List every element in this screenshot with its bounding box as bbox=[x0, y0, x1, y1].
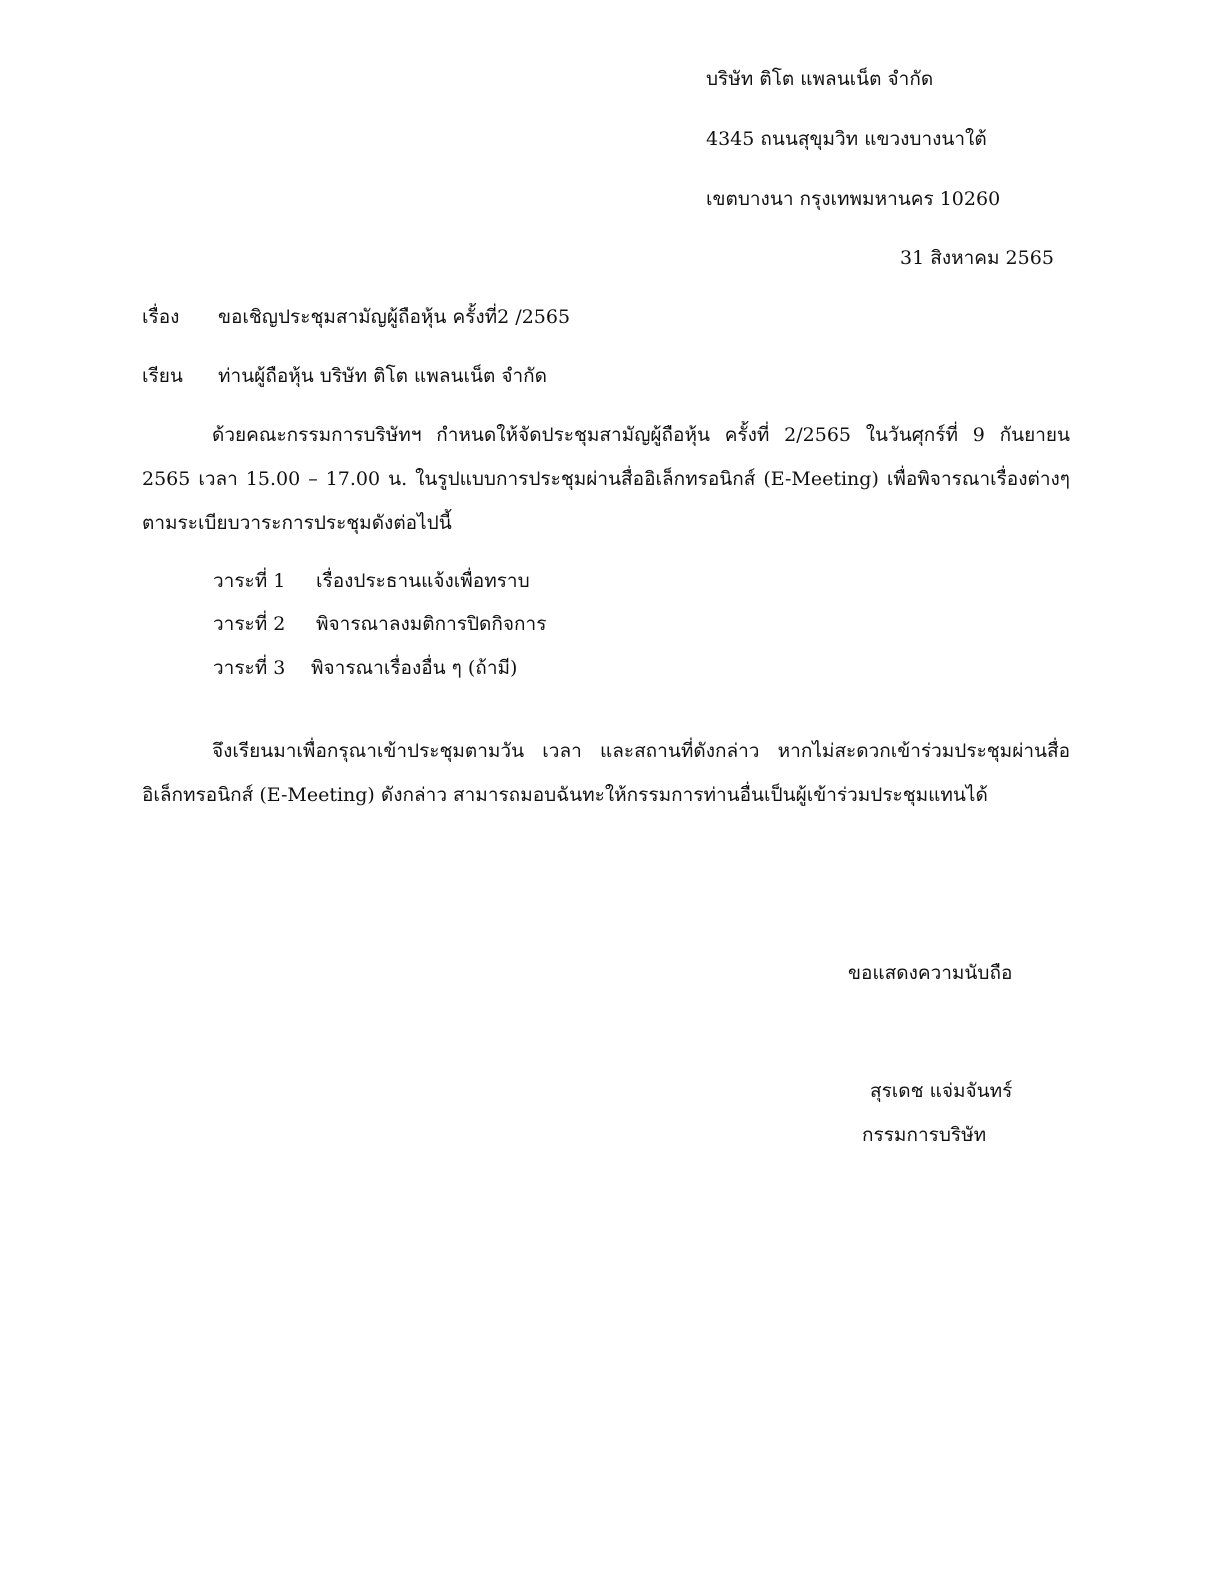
signer-name: สุรเดช แจ่มจันทร์ bbox=[870, 1080, 1013, 1102]
agenda-item-number: วาระที่ 2 bbox=[213, 613, 286, 635]
agenda-item-number: วาระที่ 3 bbox=[213, 657, 286, 679]
closing-salutation: ขอแสดงความนับถือ bbox=[848, 962, 1013, 984]
sender-company: บริษัท ติโต แพลนเน็ต จำกัด bbox=[706, 68, 934, 90]
sender-address-line2: เขตบางนา กรุงเทพมหานคร 10260 bbox=[706, 188, 1001, 210]
agenda-item-text: เรื่องประธานแจ้งเพื่อทราบ bbox=[316, 570, 530, 592]
signer-title: กรรมการบริษัท bbox=[862, 1124, 987, 1146]
recipient-value: ท่านผู้ถือหุ้น บริษัท ติโต แพลนเน็ต จำกัด bbox=[218, 365, 547, 387]
recipient-label: เรียน bbox=[142, 365, 183, 387]
subject-label: เรื่อง bbox=[142, 306, 180, 328]
agenda-item-number: วาระที่ 1 bbox=[213, 570, 286, 592]
body-paragraph-intro: ด้วยคณะกรรมการบริษัทฯ กำหนดให้จัดประชุมสามัญผู้ถือหุ้น ครั้งที่ 2/2565 ในวันศุกร์ที่ 9 กันยายน 2565 เวลา 15.00 – 17.00 น. ในรูปแบบการประชุมผ่านสื่ออิเล็กทรอนิกส์ (E-Meeting) เพื่อพิจารณาเรื่องต่างๆ ตามระเบียบวาระการประชุมดังต่อไปนี้ bbox=[142, 424, 1070, 534]
subject-value: ขอเชิญประชุมสามัญผู้ถือหุ้น ครั้งที่2 /2565 bbox=[218, 306, 571, 328]
agenda-item-text: พิจารณาลงมติการปิดกิจการ bbox=[316, 613, 547, 635]
sender-address-line1: 4345 ถนนสุขุมวิท แขวงบางนาใต้ bbox=[706, 128, 987, 150]
letter-date: 31 สิงหาคม 2565 bbox=[900, 247, 1054, 269]
body-paragraph-request: จึงเรียนมาเพื่อกรุณาเข้าประชุมตามวัน เวลา และสถานที่ดังกล่าว หากไม่สะดวกเข้าร่วมประชุมผ่านสื่ออิเล็กทรอนิกส์ (E-Meeting) ดังกล่าว สามารถมอบฉันทะให้กรรมการท่านอื่นเป็นผู้เข้าร่วมประชุมแทนได้ bbox=[142, 740, 1070, 806]
agenda-item-text: พิจารณาเรื่องอื่น ๆ (ถ้ามี) bbox=[311, 657, 518, 679]
